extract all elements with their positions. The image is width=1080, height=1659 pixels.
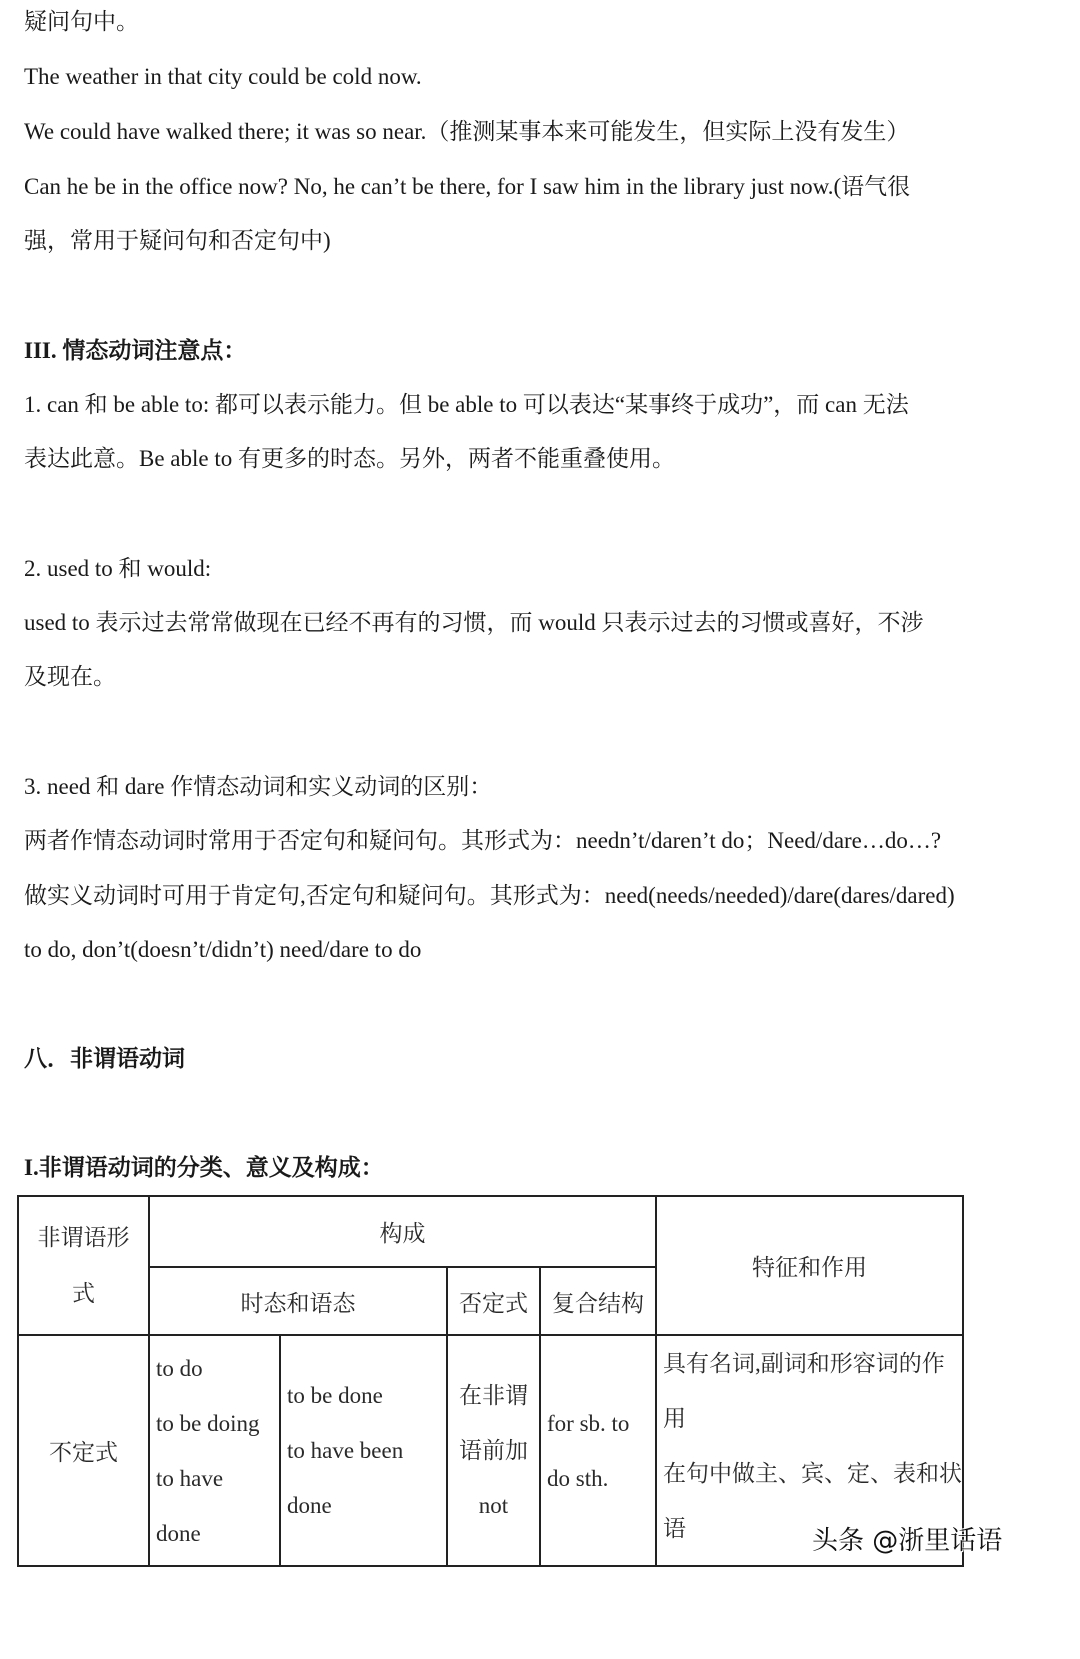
cell-text: to have — [156, 1465, 224, 1491]
section-heading: III. 情态动词注意点： — [24, 338, 247, 363]
cell-text: 具有名词,副词和形容词的作 — [663, 1351, 945, 1376]
cell-text: 语 — [663, 1516, 686, 1541]
list-item-title: 3. need 和 dare 作情态动词和实义动词的区别： — [24, 774, 493, 799]
nonfinite-verb-table — [17, 1195, 964, 1567]
paragraph: 强，常用于疑问句和否定句中) — [24, 228, 331, 253]
paragraph: 及现在。 — [24, 664, 116, 689]
header-form-line2: 式 — [72, 1280, 95, 1306]
watermark: 头条 @浙里话语 — [812, 1526, 1003, 1556]
cell-text: done — [156, 1520, 201, 1546]
cell-text: to be done — [287, 1383, 383, 1408]
paragraph: 做实义动词时可用于肯定句,否定句和疑问句。其形式为：need(needs/needed)/dare(dares/dared) — [24, 883, 955, 908]
cell-text: 在句中做主、宾、定、表和状 — [663, 1461, 962, 1486]
paragraph: 表达此意。Be able to 有更多的时态。另外，两者不能重叠使用。 — [24, 446, 675, 471]
header-form — [18, 1196, 149, 1335]
list-item-title: 2. used to 和 would: — [24, 556, 212, 581]
cell-text: for sb. to — [547, 1410, 630, 1436]
paragraph: 1. can 和 be able to: 都可以表示能力。但 be able to 可以表达“某事终于成功”，而 can 无法 — [24, 392, 909, 417]
paragraph: The weather in that city could be cold now. — [24, 64, 422, 89]
cell-form: 不定式 — [18, 1335, 149, 1566]
cell-text: do sth. — [547, 1465, 609, 1491]
header-features: 特征和作用 — [656, 1196, 963, 1335]
header-composition: 构成 — [149, 1196, 656, 1267]
cell-negative — [447, 1335, 540, 1566]
cell-text: to do — [156, 1355, 203, 1381]
header-tense-voice: 时态和语态 — [149, 1267, 447, 1335]
cell-text: 用 — [663, 1406, 686, 1431]
cell-passive — [280, 1335, 447, 1566]
cell-active — [149, 1335, 280, 1566]
paragraph: We could have walked there; it was so near.（推测某事本来可能发生，但实际上没有发生） — [24, 119, 910, 144]
header-compound: 复合结构 — [540, 1267, 656, 1335]
paragraph: 两者作情态动词时常用于否定句和疑问句。其形式为：needn’t/daren’t do；Need/dare…do…? — [24, 828, 942, 853]
cell-text: 语前加 — [459, 1438, 528, 1463]
paragraph: 疑问句中。 — [24, 9, 139, 34]
header-negative: 否定式 — [447, 1267, 540, 1335]
cell-text: not — [478, 1493, 509, 1518]
cell-text: to have been — [287, 1438, 404, 1463]
paragraph: used to 表示过去常常做现在已经不再有的习惯，而 would 只表示过去的习惯或喜好，不涉 — [24, 610, 924, 635]
cell-text: 在非谓 — [459, 1383, 528, 1408]
section-subheading: I.非谓语动词的分类、意义及构成： — [24, 1155, 384, 1180]
paragraph: to do, don’t(doesn’t/didn’t) need/dare to do — [24, 937, 422, 962]
cell-text: done — [287, 1493, 332, 1518]
chapter-heading: 八．非谓语动词 — [24, 1046, 185, 1071]
cell-text: to be doing — [156, 1410, 260, 1436]
cell-compound — [540, 1335, 656, 1566]
paragraph: Can he be in the office now? No, he can’t be there, for I saw him in the library just now.(语气很 — [24, 174, 911, 199]
header-form-line1: 非谓语形 — [37, 1224, 130, 1250]
